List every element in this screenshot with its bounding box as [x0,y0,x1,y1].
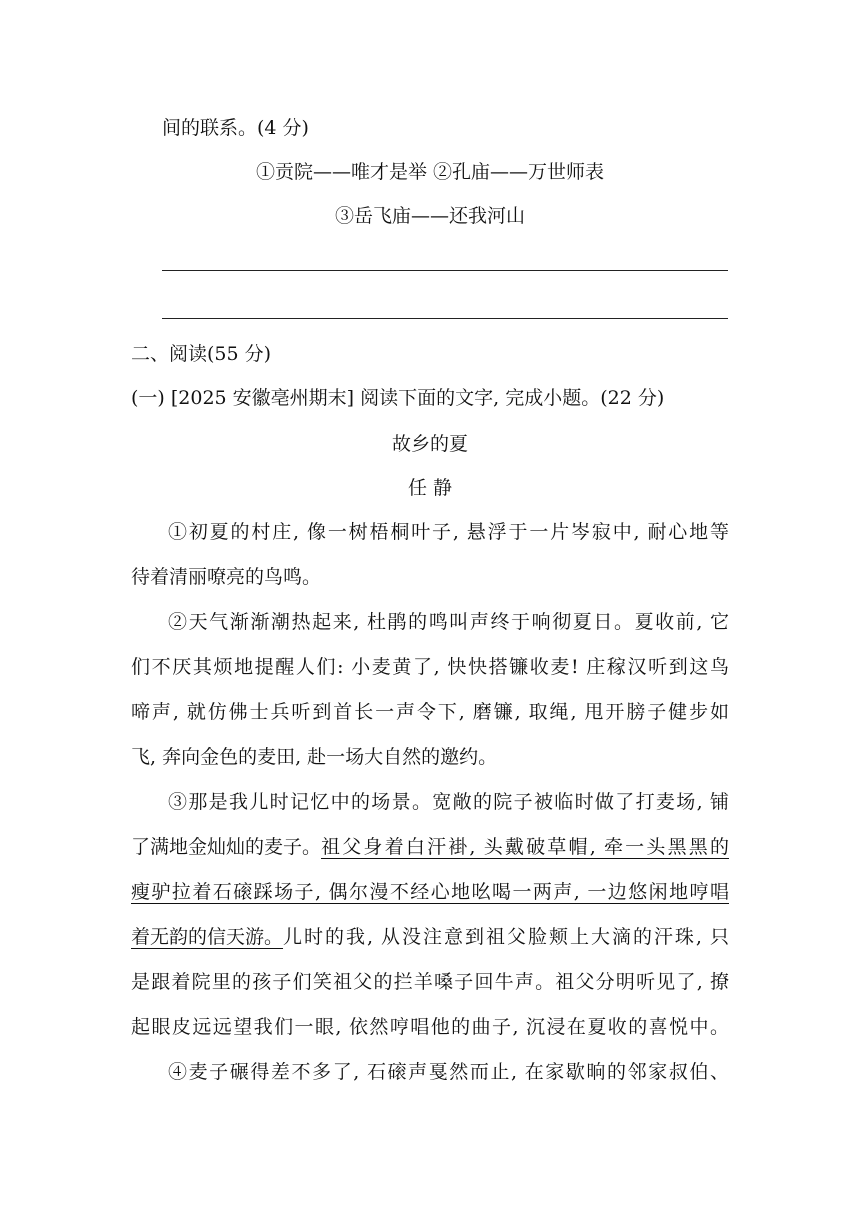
underlined-sentence-part-2: 瘦驴拉着石磙踩场子, 偶尔漫不经心地吆喝一两声, 一边悠闲地哼唱 [131,881,729,903]
paragraph-3-line-5: 是跟着院里的孩子们笑祖父的拦羊嗓子回牛声。祖父分明听见了, 撩 [131,971,729,993]
paragraph-4-line-1: ④麦子碾得差不多了, 石磙声戛然而止, 在家歇晌的邻家叔伯、 [168,1061,729,1083]
underlined-sentence-part-1: 祖父身着白汗褂, 头戴破草帽, 牵一头黑黑的 [321,836,729,858]
article-author: 任 静 [407,477,453,499]
paragraph-2-line-4: 飞, 奔向金色的麦田, 赴一场大自然的邀约。 [131,746,498,768]
question-tail-text: 间的联系。(4 分) [162,117,309,139]
paragraph-3-line-4 [131,925,729,949]
paragraph-3-plain-text-2: 儿时的我, 从没注意到祖父脸颊上大滴的汗珠, 只 [283,926,729,948]
paragraph-3-plain-text: 了满地金灿灿的麦子。 [131,836,322,858]
paragraph-1-line-2: 待着清丽嘹亮的鸟鸣。 [131,566,322,588]
paragraph-1-line-1: ①初夏的村庄, 像一树梧桐叶子, 悬浮于一片岑寂中, 耐心地等 [168,521,729,543]
paragraph-2-line-3: 啼声, 就仿佛士兵听到首长一声令下, 磨镰, 取绳, 甩开膀子健步如 [131,701,729,723]
paragraph-3-line-6: 起眼皮远远望我们一眼, 依然哼唱他的曲子, 沉浸在夏收的喜悦中。 [131,1016,729,1038]
paragraph-3-line-1: ③那是我儿时记忆中的场景。宽敞的院子被临时做了打麦场, 铺 [168,791,729,813]
part-intro: (一) [2025 安徽亳州期末] 阅读下面的文字, 完成小题。(22 分) [131,387,665,409]
answer-blank-line-1[interactable] [162,270,728,271]
section-heading: 二、阅读(55 分) [131,343,272,365]
paragraph-2-line-1: ②天气渐渐潮热起来, 杜鹃的鸣叫声终于响彻夏日。夏收前, 它 [168,611,729,633]
underlined-sentence-part-3: 着无韵的信天游。 [131,926,284,948]
answer-blank-line-2[interactable] [162,318,728,319]
paragraph-2-line-2: 们不厌其烦地提醒人们: 小麦黄了, 快快搭镰收麦! 庄稼汉听到这鸟 [131,656,729,678]
answer-hint-line-2: ③岳飞庙——还我河山 [334,205,525,227]
paragraph-3-line-2 [131,835,729,859]
answer-hint-line-1: ①贡院——唯才是举 ②孔庙——万世师表 [255,161,605,183]
article-title: 故乡的夏 [391,433,468,455]
